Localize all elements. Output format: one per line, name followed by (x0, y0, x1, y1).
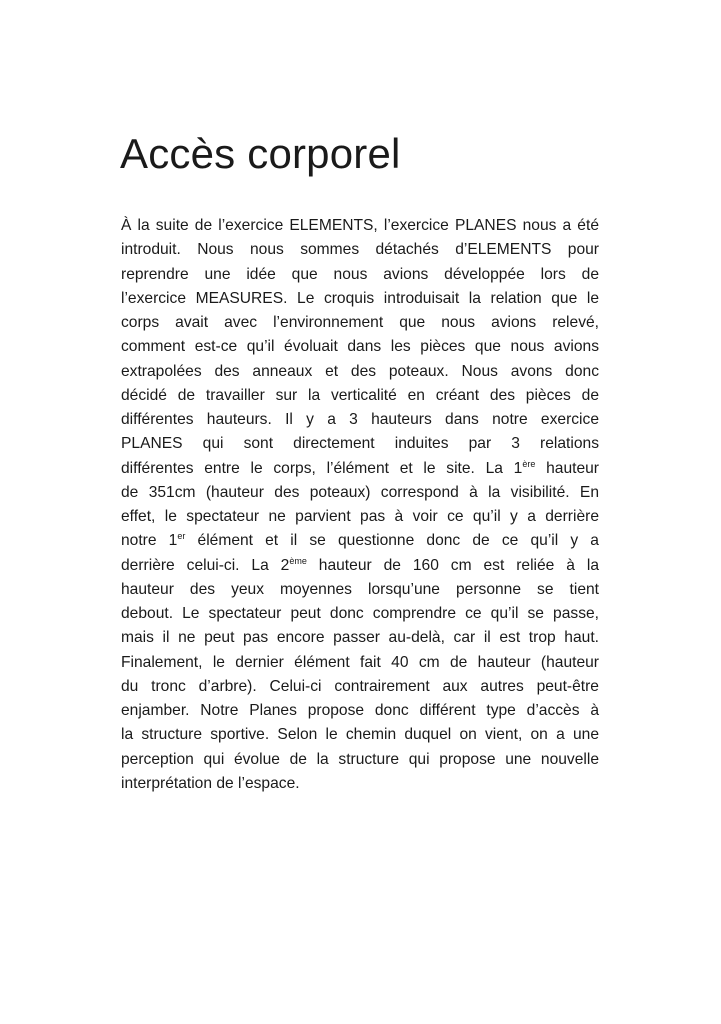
ordinal-superscript: er (177, 531, 186, 542)
line-text: hauteur (535, 459, 599, 477)
ordinal-superscript: ème (289, 555, 307, 566)
ordinal-superscript: ère (522, 458, 536, 469)
paragraph-line: extrapolées des anneaux et des poteaux. Nous avons donc (121, 362, 599, 380)
line-text: derrière celui-ci. La 2 (121, 556, 290, 574)
paragraph-line: reprendre une idée que nous avions développée lors de (121, 265, 599, 283)
paragraph-line: différentes hauteurs. Il y a 3 hauteurs dans notre exercice (121, 411, 599, 428)
paragraph-line: mais il ne peut pas encore passer au-delà, car il est trop haut. (121, 629, 599, 647)
paragraph-line: effet, le spectateur ne parvient pas à voir ce qu’il y a derrière (121, 508, 599, 525)
paragraph-line: de 351cm (hauteur des poteaux) correspond à la visibilité. En (121, 483, 599, 501)
paragraph-line (121, 529, 599, 553)
paragraph-line: la structure sportive. Selon le chemin duquel on vient, on a une (121, 726, 599, 744)
page-title: Accès corporel (120, 130, 401, 177)
paragraph-line: enjamber. Notre Planes propose donc différent type d’accès à (121, 702, 599, 719)
line-text: notre 1 (121, 532, 178, 550)
paragraph-line (121, 457, 599, 481)
line-text: hauteur de 160 cm est reliée à la (306, 556, 599, 574)
paragraph-line: PLANES qui sont directement induites par 3 relations (121, 435, 599, 453)
body-paragraph (121, 214, 599, 796)
paragraph-line: comment est-ce qu’il évoluait dans les pièces que nous avions (121, 338, 599, 356)
paragraph-line: debout. Le spectateur peut donc comprendre ce qu’il se passe, (121, 605, 599, 622)
paragraph-line: décidé de travailler sur la verticalité en créant des pièces de (121, 386, 599, 404)
paragraph-line: l’exercice MEASURES. Le croquis introduisait la relation que le (121, 289, 599, 307)
paragraph-line: corps avait avec l’environnement que nous avions relevé, (121, 314, 599, 331)
paragraph-line: perception qui évolue de la structure qui propose une nouvelle (121, 750, 599, 768)
line-text: élément et il se questionne donc de ce qu’il y a (185, 532, 599, 550)
paragraph-line: interprétation de l’espace. (121, 774, 300, 792)
paragraph-line: introduit. Nous nous sommes détachés d’ELEMENTS pour (121, 241, 599, 259)
paragraph-line: À la suite de l’exercice ELEMENTS, l’exercice PLANES nous a été (121, 217, 599, 234)
paragraph-line: du tronc d’arbre). Celui-ci contrairement aux autres peut-être (121, 677, 599, 695)
paragraph-line (121, 554, 599, 578)
paragraph-line: Finalement, le dernier élément fait 40 cm de hauteur (hauteur (121, 653, 599, 671)
paragraph-line: hauteur des yeux moyennes lorsqu’une personne se tient (121, 580, 599, 598)
line-text: différentes entre le corps, l’élément et le site. La 1 (121, 459, 523, 477)
